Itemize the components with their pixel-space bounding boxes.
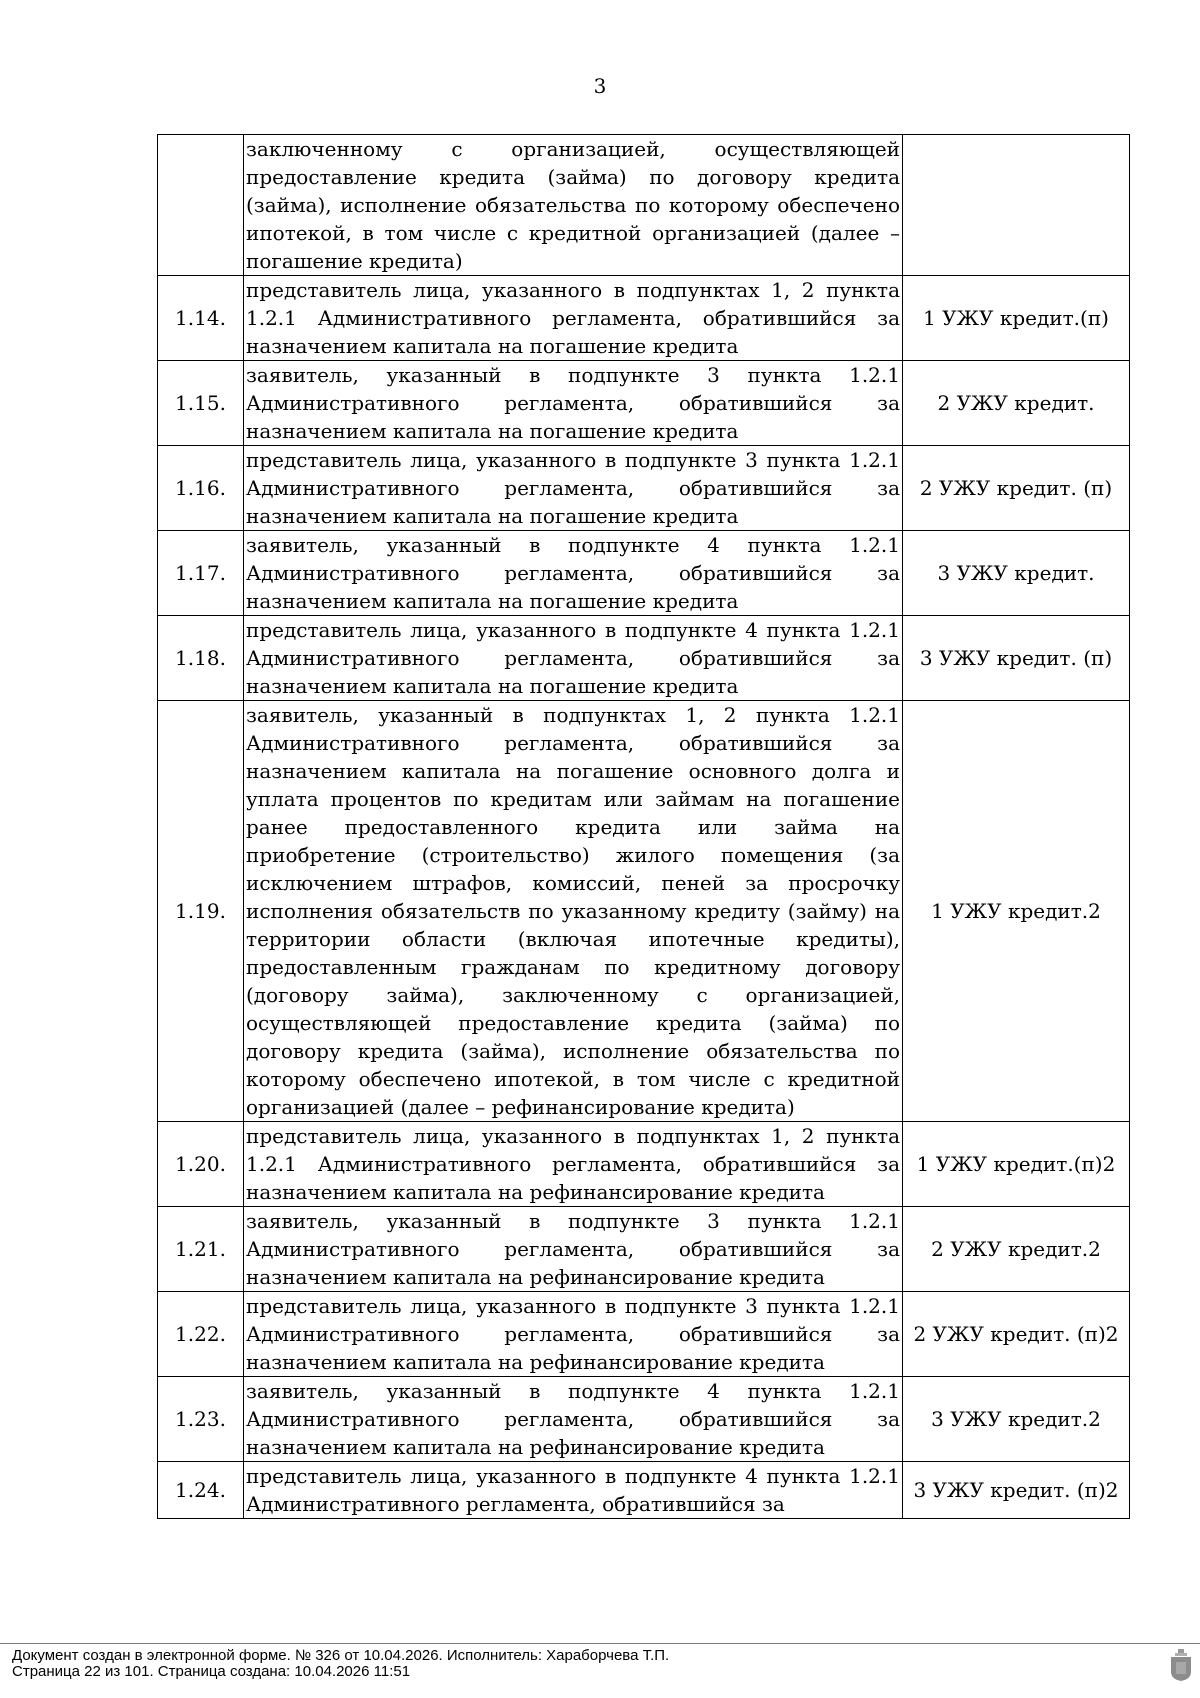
footer-page-info: Страница 22 из 101. Страница создана: 10.04.2026 11:51	[12, 1663, 411, 1680]
table-row	[158, 1292, 1130, 1377]
row-code	[903, 135, 1130, 276]
row-code: 1 УЖУ кредит.(п)2	[903, 1122, 1130, 1207]
table-row	[158, 446, 1130, 531]
row-code: 3 УЖУ кредит. (п)2	[903, 1462, 1130, 1519]
row-number: 1.18.	[158, 616, 244, 701]
page-number: 3	[593, 74, 607, 98]
row-code: 3 УЖУ кредит.	[903, 531, 1130, 616]
row-description: представитель лица, указанного в подпунктах 1, 2 пункта 1.2.1 Административного регламента, обратившийся за назначением капитала на погашение кредита	[244, 276, 903, 361]
row-number: 1.14.	[158, 276, 244, 361]
footer-document-info: Документ создан в электронной форме. № 326 от 10.04.2026. Исполнитель: Хараборчева Т.П.	[12, 1647, 670, 1664]
row-code: 1 УЖУ кредит.(п)	[903, 276, 1130, 361]
table-row	[158, 361, 1130, 446]
table-row	[158, 531, 1130, 616]
table-row	[158, 1122, 1130, 1207]
row-code: 3 УЖУ кредит. (п)	[903, 616, 1130, 701]
document-table	[157, 134, 1130, 1519]
row-code: 1 УЖУ кредит.2	[903, 701, 1130, 1122]
table-row	[158, 701, 1130, 1122]
row-number: 1.15.	[158, 361, 244, 446]
row-description: представитель лица, указанного в подпунктах 1, 2 пункта 1.2.1 Административного регламента, обратившийся за назначением капитала на рефинансирование кредита	[244, 1122, 903, 1207]
row-number: 1.16.	[158, 446, 244, 531]
row-number: 1.24.	[158, 1462, 244, 1519]
row-number: 1.22.	[158, 1292, 244, 1377]
row-code: 3 УЖУ кредит.2	[903, 1377, 1130, 1462]
row-number: 1.21.	[158, 1207, 244, 1292]
row-description: представитель лица, указанного в подпункте 3 пункта 1.2.1 Административного регламента, обратившийся за назначением капитала на рефинансирование кредита	[244, 1292, 903, 1377]
row-description: представитель лица, указанного в подпункте 3 пункта 1.2.1 Административного регламента, обратившийся за назначением капитала на погашение кредита	[244, 446, 903, 531]
table-row	[158, 1377, 1130, 1462]
table-row	[158, 1207, 1130, 1292]
table-row	[158, 616, 1130, 701]
table-row	[158, 135, 1130, 276]
coat-of-arms-icon	[1170, 1648, 1192, 1682]
row-description: представитель лица, указанного в подпункте 4 пункта 1.2.1 Административного регламента, обратившийся за	[244, 1462, 903, 1519]
row-description: заявитель, указанный в подпункте 4 пункта 1.2.1 Административного регламента, обратившийся за назначением капитала на рефинансирование кредита	[244, 1377, 903, 1462]
row-code: 2 УЖУ кредит.2	[903, 1207, 1130, 1292]
row-description: представитель лица, указанного в подпункте 4 пункта 1.2.1 Административного регламента, обратившийся за назначением капитала на погашение кредита	[244, 616, 903, 701]
row-number: 1.23.	[158, 1377, 244, 1462]
row-code: 2 УЖУ кредит. (п)2	[903, 1292, 1130, 1377]
row-code: 2 УЖУ кредит. (п)	[903, 446, 1130, 531]
row-description: заявитель, указанный в подпункте 3 пункта 1.2.1 Административного регламента, обратившийся за назначением капитала на погашение кредита	[244, 361, 903, 446]
row-code: 2 УЖУ кредит.	[903, 361, 1130, 446]
table-row	[158, 1462, 1130, 1519]
footer-divider	[0, 1643, 1200, 1644]
row-number	[158, 135, 244, 276]
document-footer	[12, 1648, 669, 1680]
row-description: заявитель, указанный в подпунктах 1, 2 пункта 1.2.1 Административного регламента, обратившийся за назначением капитала на погашение основного долга и уплата процентов по кредитам или займам на погашение ранее предоставленного кредита или займа на приобретение (строительство) жилого помещения (за исключением штрафов, комиссий, пеней за просрочку исполнения обязательств по указанному кредиту (займу) на территории области (включая ипотечные кредиты), предоставленным гражданам по кредитному договору (договору займа), заключенному с организацией, осуществляющей предоставление кредита (займа) по договору кредита (займа), исполнение обязательства по которому обеспечено ипотекой, в том числе с кредитной организацией (далее – рефинансирование кредита)	[244, 701, 903, 1122]
row-description: заключенному с организацией, осуществляющей предоставление кредита (займа) по договору кредита (займа), исполнение обязательства по которому обеспечено ипотекой, в том числе с кредитной организацией (далее – погашение кредита)	[244, 135, 903, 276]
row-description: заявитель, указанный в подпункте 4 пункта 1.2.1 Административного регламента, обратившийся за назначением капитала на погашение кредита	[244, 531, 903, 616]
row-number: 1.17.	[158, 531, 244, 616]
row-number: 1.20.	[158, 1122, 244, 1207]
row-number: 1.19.	[158, 701, 244, 1122]
table-row	[158, 276, 1130, 361]
row-description: заявитель, указанный в подпункте 3 пункта 1.2.1 Административного регламента, обратившийся за назначением капитала на рефинансирование кредита	[244, 1207, 903, 1292]
